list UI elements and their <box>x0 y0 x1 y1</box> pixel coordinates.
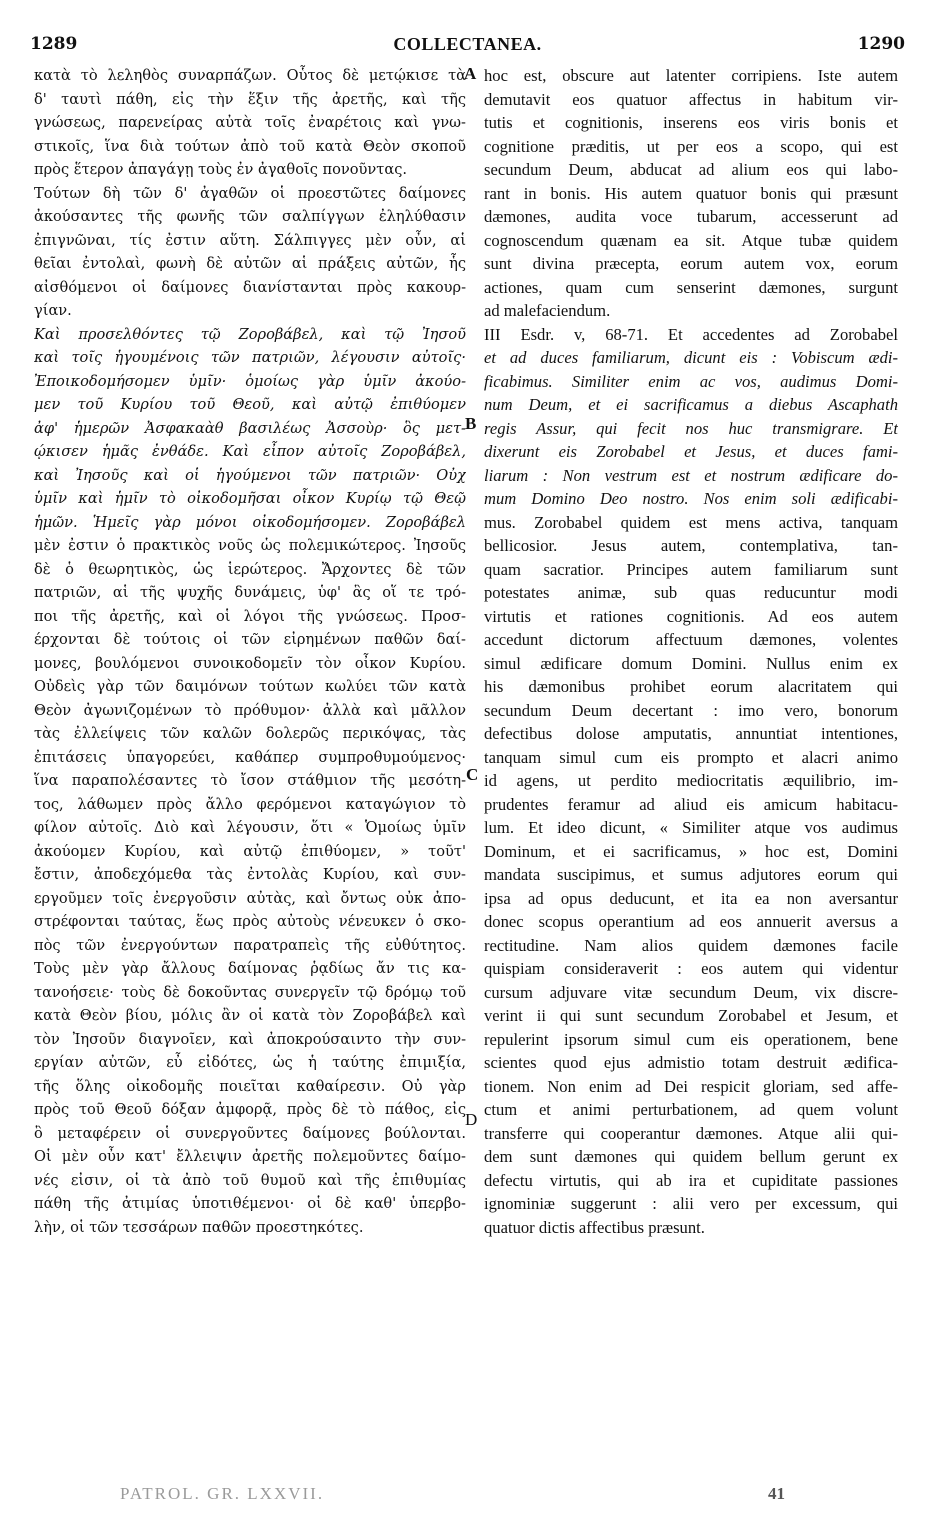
latin-text-line: dæmones, audita voce tubarum, accesserunt ad <box>484 207 898 226</box>
greek-text-line: καὶ Ἰησοῦς καὶ οἱ ἡγούμενοι τῶν πατριῶν· Οὐχ <box>34 466 466 484</box>
margin-marker-a: A <box>464 64 477 83</box>
latin-text-line: actiones, quam cum senserint dæmones, surgunt <box>484 277 898 297</box>
greek-text-line: ὃ μεταφέρειν οἱ συνεργοῦντες δαίμονες βούλονται. <box>34 1124 466 1142</box>
latin-text-line: cognoscendum quænam ea sit. Atque tubæ quidem <box>484 230 898 250</box>
greek-text-line: δ' ταυτὶ πάθη, εἰς τὴν ἕξιν τῆς ἀρετῆς, καὶ τῆς <box>34 90 466 108</box>
page-number-right: 1290 <box>857 34 905 54</box>
greek-text-line: Τοὺς μὲν γὰρ ἄλλους δαίμονας ῥᾳδίως ἄν τις κα- <box>34 960 466 977</box>
latin-text-line: Dominum, et ei sacrificamus, » hoc est, Domini <box>484 841 898 861</box>
footer-signature: PATROL. GR. LXXVII. <box>120 1484 325 1503</box>
latin-text-line: lum. Et ideo dicunt, « Similiter atque vos audimus <box>484 818 898 837</box>
greek-text-line: Ἐποικοδομήσομεν ὑμῖν· ὁμοίως γὰρ ὑμῖν ἀκούο- <box>34 372 466 390</box>
latin-text-line: cursum adjuvare vitæ secundum Deum, vix discre- <box>484 982 898 1002</box>
latin-text-line: transferre qui cooperantur dæmones. Atque alii qui- <box>484 1123 898 1143</box>
latin-text-line: defectu virtutis, qui ab ira et cupiditate passiones <box>484 1170 898 1190</box>
greek-text-line: καὶ τοῖς ἡγουμένοις τῶν πατριῶν, λέγουσιν αὐτοῖς· <box>34 349 466 366</box>
latin-text-line: scientes quod ejus admistio totam destruit ædifica- <box>484 1053 898 1072</box>
latin-text-column <box>484 64 898 1239</box>
latin-text-line: potestates animæ, sub quas reducuntur modi <box>484 583 898 602</box>
latin-text-line: secundum Deum decertant : imo vero, bonorum <box>484 700 898 720</box>
greek-text-line: φίλον αὐτοῖς. Διὸ καὶ λέγουσιν, ὅτι « Ὁμοίως ὑμῖν <box>34 819 466 836</box>
latin-text-line: et ad duces familiarum, dicunt eis : Vobiscum ædi- <box>484 348 898 367</box>
greek-text-line: ἔστιν, ἀποδεχόμεθα τὰς ἐντολὰς Κυρίου, καὶ συν- <box>34 866 466 883</box>
greek-text-line: Θεὸν ἀγωνιζομένων τὸ πρόθυμον· ἀλλὰ καὶ μᾶλλον <box>34 701 466 719</box>
latin-text-line: his dæmonibus prohibet eorum alacritatem qui <box>484 677 898 696</box>
greek-text-line: Οὐδεὶς γὰρ τῶν δαιμόνων τούτων κωλύει τῶν κατὰ <box>34 678 466 695</box>
page-header <box>30 34 905 54</box>
latin-text-line: ficabimus. Similiter enim ac vos, audimus Domi- <box>484 371 898 391</box>
latin-text-line: ad malefaciendum. <box>484 301 611 320</box>
latin-text-line: tutis et cognitionis, inserens eos viris bonis et <box>484 113 898 132</box>
latin-text-line: mus. Zorobabel quidem est mens activa, tanquam <box>484 512 898 532</box>
greek-text-line: ἀκούσαντες τῆς φωνῆς τῶν σαλπίγγων ἐληλύθασιν <box>34 208 466 225</box>
greek-text-line: τὰς ἐλλείψεις τῶν καλῶν δολερῶς περικόψας, τὰς <box>34 725 466 742</box>
greek-text-line: ὑμῖν καὶ ἡμῖν τὸ οἰκοδομῆσαι οἶκον Κυρίῳ τῷ Θεῷ <box>34 490 466 507</box>
greek-text-line: θεῖαι ἐντολαὶ, φωνὴ δὲ αὐτῶν αἱ πράξεις αὐτῶν, ἧς <box>34 255 466 272</box>
latin-text-line: dixerunt eis Zorobabel et Jesus, et duces fami- <box>484 442 898 461</box>
margin-marker-c: C <box>466 765 479 784</box>
latin-text-line: quatuor dictis affectibus præsunt. <box>484 1217 705 1237</box>
margin-marker-d: D <box>465 1110 478 1129</box>
latin-text-line: num Deum, et ei sacrificamus a diebus Ascaphath <box>484 395 898 414</box>
greek-text-line: γίαν. <box>34 302 72 319</box>
latin-text-line: prudentes feramur ad aliud eis amicum habitacu- <box>484 794 898 814</box>
latin-text-line: dem sunt dæmones qui quidem bellum gerunt ex <box>484 1147 898 1166</box>
greek-text-line: γνώσεως, παρενείρας αὐτὰ τοῖς ἐναρέτοις καὶ γνω- <box>34 114 466 131</box>
greek-text-line: λὴν, οἱ τῶν τεσσάρων παθῶν προεστηκότες. <box>34 1218 364 1236</box>
latin-text-line: mum Domino Deo nostro. Nos enim soli ædificabi- <box>484 489 898 508</box>
greek-text-line: μὲν ἐστιν ὁ πρακτικὸς νοῦς ὡς πολεμικώτερος. Ἰησοῦς <box>34 537 466 554</box>
greek-text-line: έρχονται δὲ τούτοις οἱ τῶν εἰρημένων παθῶν δαί- <box>34 631 466 648</box>
greek-text-line: ποι τῆς ἀρετῆς, καὶ οἱ λόγοι τῆς γνώσεως. Προσ- <box>34 607 466 625</box>
running-title: COLLECTANEA. <box>393 34 542 54</box>
greek-text-column <box>34 64 466 1239</box>
greek-text-line: στρέφονται ταύτας, ἕως πρὸς αὐτοὺς νένευκεν ὁ σκο- <box>34 913 466 930</box>
greek-text-line: Καὶ προσελθόντες τῷ Ζοροβάβελ, καὶ τῷ Ἰησοῦ <box>34 325 466 343</box>
greek-text-line: τῆς ὅλης οἰκοδομῆς ποιεῖται καθαίρεσιν. Οὐ γὰρ <box>34 1077 466 1095</box>
latin-text-line: cognitione præditis, ut per eos a scopo, qui est <box>484 136 898 156</box>
greek-text-line: ἐπιτάσεις ὑπαγορεύει, καθάπερ συμπροθυμούμενος· <box>34 748 466 766</box>
greek-text-line: ἵνα παραπολέσαντες τὸ ἴσον στάθμιον τῆς μεσότη- <box>34 772 466 789</box>
page-number-left: 1289 <box>30 34 78 54</box>
footer-sheet-number: 41 <box>768 1484 785 1503</box>
latin-text-line: mandata suscipimus, et sumus adjutores eorum qui <box>484 865 898 884</box>
greek-text-line: εργοῦμεν τοῖς ἐνεργοῦσιν αὐτὰς, καὶ ὄντως οὐκ ἀπο- <box>34 889 466 907</box>
latin-text-line: regis Assur, qui fecit nos huc transmigrare. Et <box>484 418 898 438</box>
latin-text-line: donec scopus operantium ad eos annuerit aversus a <box>484 912 898 931</box>
greek-text-line: πατριῶν, αἱ τῆς ψυχῆς δυνάμεις, ὑφ' ἃς οἵ τε τρό- <box>34 584 466 601</box>
greek-text-line: δὲ ὁ θεωρητικὸς, ὡς ἱερώτερος. Ἄρχοντες δὲ τῶν <box>34 560 466 578</box>
latin-text-line: secundum Deum, abducat ad alium eos qui labo- <box>484 160 898 179</box>
latin-text-line: III Esdr. v, 68-71. Et accedentes ad Zorobabel <box>484 324 898 344</box>
page-footer <box>120 1484 785 1508</box>
latin-text-line: ignominiæ suggerunt : alii vero per excessum, qui <box>484 1194 898 1213</box>
greek-text-line: τὸν Ἰησοῦν διαγνοῖεν, καὶ ἀποκρούσαιντο τὴν συν- <box>34 1030 466 1048</box>
latin-text-line: sunt divina præcepta, eorum autem vox, eorum <box>484 254 898 273</box>
greek-text-line: πάθη τῆς ἀτιμίας ὑποτιθέμενοι· οἱ δὲ καθ' ὑπερβο- <box>34 1195 466 1212</box>
latin-text-line: repulerint ipsorum simul cum eis operationem, bene <box>484 1029 898 1049</box>
latin-text-line: virtutis et rationes cognitionis. Ad eos autem <box>484 606 898 626</box>
latin-text-line: rectitudine. Nam alios quidem dæmones facile <box>484 935 898 955</box>
greek-text-line: νές εἰσιν, οἱ τὰ ἀπὸ τοῦ θυμοῦ καὶ τῆς ἐπιθυμίας <box>34 1171 466 1189</box>
greek-text-line: πρὸς τοῦ Θεοῦ δόξαν ἀμφορᾷ, πρὸς δὲ τὸ πάθος, εἰς <box>34 1101 466 1118</box>
latin-text-line: rant in bonis. His autem quatuor bonis qui præsunt <box>484 183 898 203</box>
latin-text-line: bellicosior. Jesus autem, contemplativa, tan- <box>484 536 898 555</box>
latin-text-line: liarum : Non vestrum est et nostrum ædificare do- <box>484 465 898 485</box>
greek-text-line: τος, λάθωμεν πρὸς ἄλλο φερόμενοι καταγώγιον τὸ <box>34 795 466 813</box>
latin-text-line: tionem. Non enim ad Dei respicit gloriam, sed affe- <box>484 1076 898 1096</box>
greek-text-line: ἐπιγνῶναι, τίς ἐστιν αὕτη. Σάλπιγγες μὲν οὖν, αἱ <box>34 231 466 249</box>
greek-text-line: στικοῖς, ἵνα διὰ τούτων ἀπὸ τοῦ κατὰ Θεὸν σκοποῦ <box>34 137 466 155</box>
latin-text-line: id agens, ut perdito mediocritatis æquilibrio, im- <box>484 771 898 790</box>
latin-text-line: tanquam simul cum eis prompto et alacri animo <box>484 747 898 767</box>
greek-text-line: εργίαν αὐτῶν, εὖ εἰδότες, ὡς ἡ ταύτης ἐπιμιξία, <box>34 1054 466 1071</box>
latin-text-line: accedunt dictorum affectuum dæmones, volentes <box>484 630 898 649</box>
greek-text-line: Οἱ μὲν οὖν κατ' ἔλλειψιν ἀρετῆς πολεμοῦντες δαίμο- <box>34 1148 466 1165</box>
latin-text-line: ipsa ad opus deducunt, et ita ea non aversantur <box>484 888 898 908</box>
greek-text-line: ἀφ' ἡμερῶν Ἀσφακαὰθ βασιλέως Ἀσσοὺρ· ὃς μετ- <box>34 419 466 437</box>
greek-text-line: Τούτων δὴ τῶν δ' ἀγαθῶν οἱ προεστῶτες δαίμονες <box>34 184 466 202</box>
latin-text-line: verint ii qui sunt secundum Zorobabel et Jesum, et <box>484 1006 898 1025</box>
greek-text-line: ἡμῶν. Ἡμεῖς γὰρ μόνοι οἰκοδομήσομεν. Ζοροβάβελ <box>34 513 466 531</box>
margin-marker-b: B <box>465 414 477 433</box>
greek-text-line: μεν τοῦ Κυρίου τοῦ Θεοῦ, καὶ αὐτῷ ἐπιθύομεν <box>34 396 466 413</box>
latin-text-line: demutavit eos quatuor affectus in habitum vir- <box>484 89 898 109</box>
greek-text-line: κατὰ Θεὸν βίου, μόλις ἂν οἱ κατὰ τὸν Ζοροβάβελ καὶ <box>34 1007 466 1024</box>
greek-text-line: πρὸς ἕτερον ἀπαγάγῃ τοὺς ἐν ἀγαθοῖς πονοῦντας. <box>34 161 408 178</box>
greek-text-line: αἰσθόμενοι οἱ δαίμονες διανίστανται πρὸς κακουρ- <box>34 278 466 296</box>
latin-text-line: defectibus dolose amputatis, annuntiat intentiones, <box>484 724 898 743</box>
greek-text-line: μονες, βουλόμενοι συνοικοδομεῖν τὸν οἶκον Κυρίου. <box>34 654 466 672</box>
latin-text-line: quam sacratior. Principes autem familiarum sunt <box>484 559 898 579</box>
latin-text-line: simul ædificare domum Domini. Nullus enim ex <box>484 653 898 673</box>
latin-text-line: ctum et animi perturbationem, ad quem volunt <box>484 1100 898 1119</box>
latin-text-line: quispiam consideraverit : eos autem qui videntur <box>484 959 898 978</box>
greek-text-line: πὸς τῶν ἐνεργούντων παρατραπεὶς τῆς εὐθύτητος. <box>34 936 466 954</box>
greek-text-line: κατὰ τὸ λεληθὸς συναρπάζων. Οὗτος δὲ μετῴκισε τὰ <box>34 67 466 84</box>
greek-text-line: τανοήσειε· τοὺς δὲ δοκοῦντας συνεργεῖν τῷ δρόμῳ τοῦ <box>34 983 466 1001</box>
latin-text-line: hoc est, obscure aut latenter corripiens. Iste autem <box>484 66 898 85</box>
greek-text-line: ἀκούομεν Κυρίου, καὶ αὐτῷ ἐπιθύομεν, » τοῦτ' <box>34 842 466 860</box>
greek-text-line: ῴκισεν ἡμᾶς ἐνθάδε. Καὶ εἶπον αὐτοῖς Ζοροβάβελ, <box>34 443 466 460</box>
